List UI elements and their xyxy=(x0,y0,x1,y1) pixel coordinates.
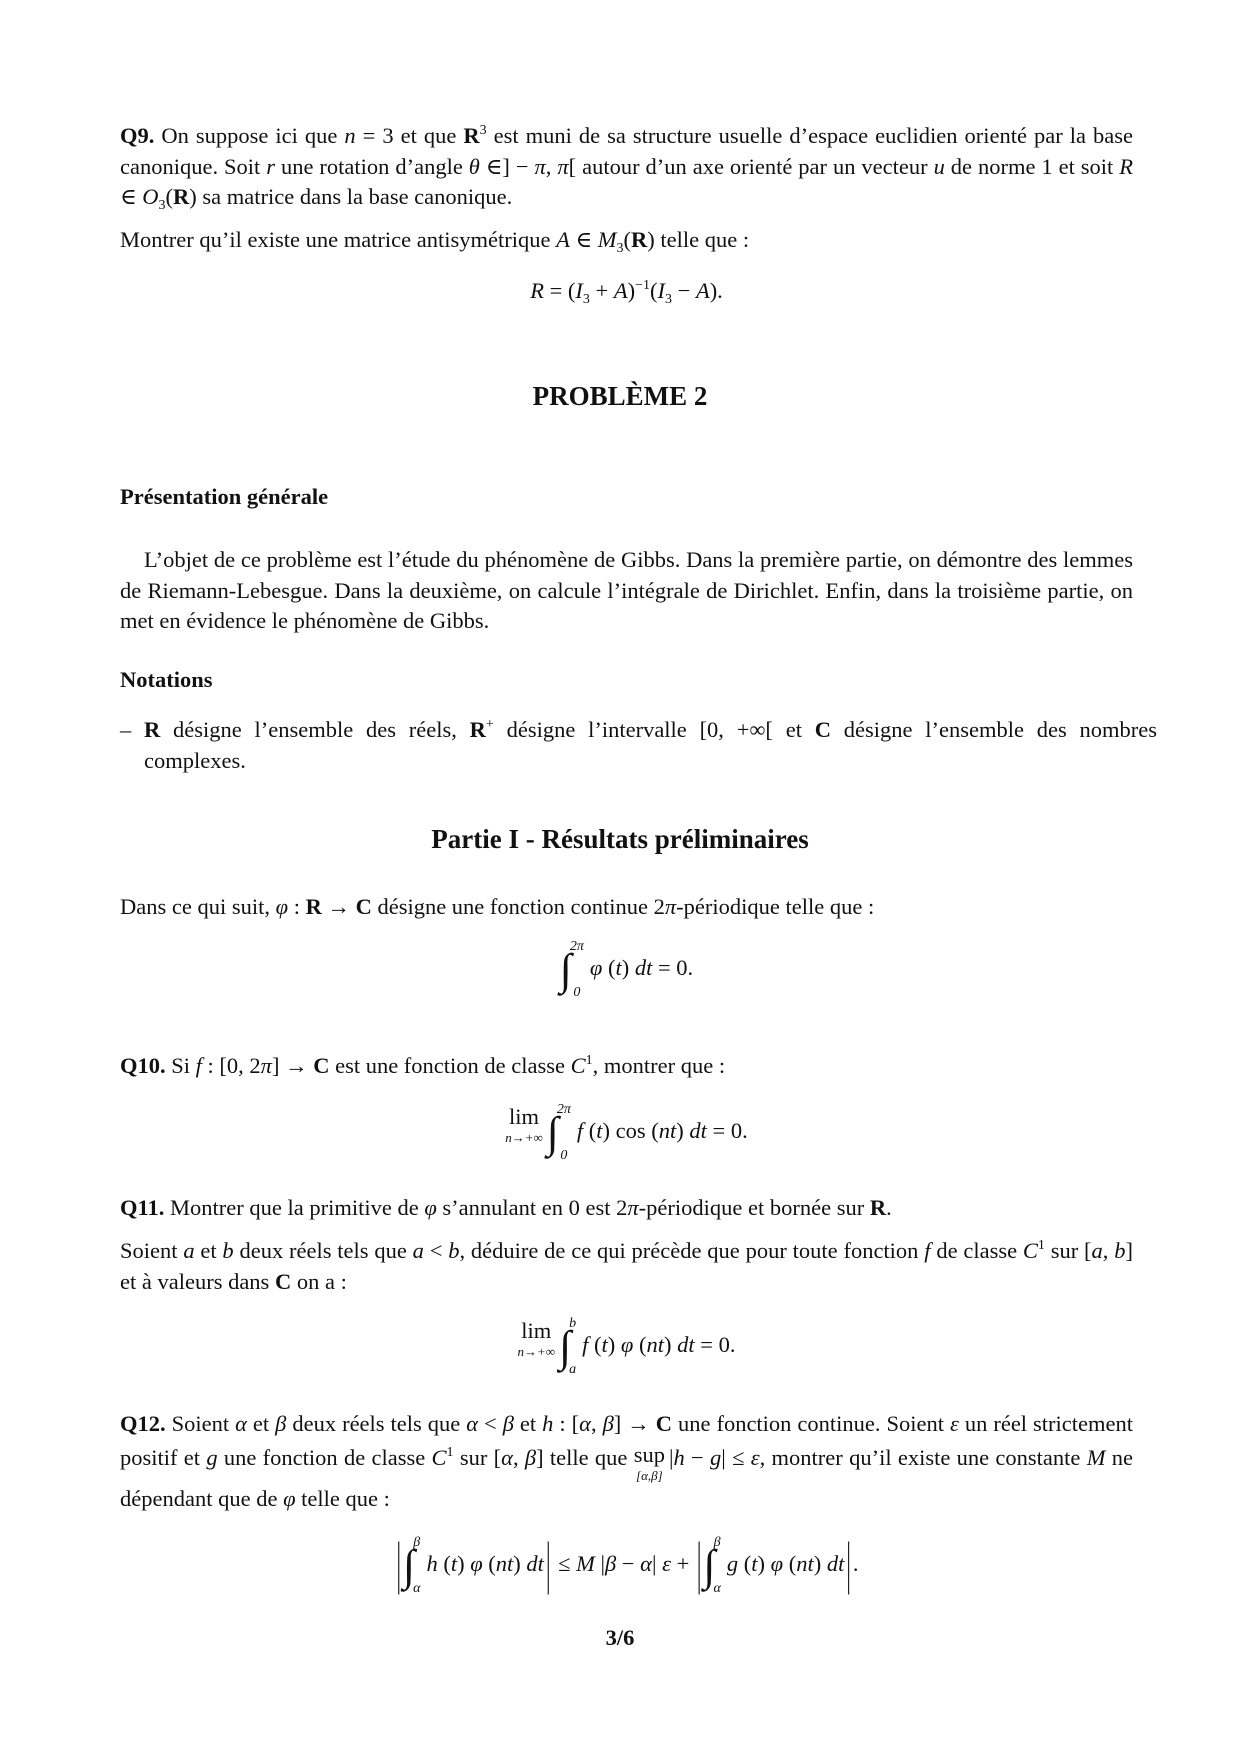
text-segment: f xyxy=(576,1118,584,1144)
intro-text xyxy=(120,892,1133,923)
text-segment: ∈ xyxy=(120,184,143,209)
text-segment: sur [ xyxy=(453,1445,502,1470)
text-segment: un réel strictement positif et xyxy=(120,1411,1134,1470)
text-segment: 1 xyxy=(1037,1238,1045,1253)
page-number: 3/6 xyxy=(605,1625,635,1650)
text-segment: I xyxy=(575,278,583,303)
text-segment: ε xyxy=(662,1551,671,1577)
text-segment: C xyxy=(1022,1238,1038,1263)
operator-subscript: [α,β] xyxy=(636,1468,663,1483)
text-segment: , xyxy=(512,1445,525,1470)
text-segment: β xyxy=(502,1411,514,1436)
text-segment: β xyxy=(602,1411,614,1436)
text-segment: π xyxy=(627,1195,639,1220)
text-segment: g xyxy=(710,1445,722,1470)
upper-limit: 2π xyxy=(556,1102,571,1117)
text-segment: , montrer qu’il existe une constante xyxy=(759,1445,1087,1470)
text-segment: dt xyxy=(526,1551,544,1577)
text-segment: g xyxy=(726,1551,739,1577)
text-segment: ( xyxy=(738,1551,752,1577)
text-segment: 3 xyxy=(664,292,672,307)
text-segment: + xyxy=(589,278,614,303)
text-segment: ) xyxy=(676,1118,690,1144)
text-segment: C xyxy=(313,1053,330,1078)
operator-lim xyxy=(518,1317,556,1358)
text-segment: A xyxy=(613,278,628,303)
text-segment: 3 xyxy=(616,241,624,256)
text-segment: C xyxy=(655,1411,672,1436)
text-segment: + xyxy=(670,1551,695,1577)
text-segment: t xyxy=(450,1551,458,1577)
integral-sign-icon: ∫ xyxy=(403,1541,416,1590)
text-segment: ∈] − xyxy=(479,153,535,179)
text-segment: φ xyxy=(275,894,289,919)
text-segment: ε xyxy=(750,1445,760,1470)
lower-limit: α xyxy=(413,1581,421,1596)
text-segment: ) xyxy=(627,278,636,303)
text-segment: et xyxy=(513,1411,543,1436)
text-segment: ( xyxy=(602,955,616,981)
text-segment: C xyxy=(814,717,831,742)
text-segment: R xyxy=(144,717,161,742)
text-segment: u xyxy=(933,153,945,179)
text-segment: h xyxy=(542,1411,554,1436)
text-segment: ] → xyxy=(271,1053,314,1078)
text-segment: deux réels tels que xyxy=(286,1411,467,1436)
text-segment: ] → xyxy=(613,1411,656,1436)
text-segment: M xyxy=(1086,1445,1106,1470)
text-segment: → xyxy=(321,894,356,919)
text-segment: Dans ce qui suit, xyxy=(120,894,276,919)
presentation-text: L’objet de ce problème est l’étude du phénomène de Gibbs. Dans la première partie, on démontre des lemmes de Riemann-Lebesgue. Dans la deuxième, on calcule l’intégrale de Dirichlet. Enfin, dans la troisième partie, on met en évidence le phénomène de Gibbs. xyxy=(120,547,1133,633)
text-segment: dt xyxy=(689,1118,707,1144)
text-segment: dt xyxy=(634,955,653,981)
q11-statement xyxy=(120,1193,1133,1224)
text-segment: On suppose ici que xyxy=(154,123,345,148)
text-segment: R xyxy=(463,123,480,148)
text-segment: telle que : xyxy=(295,1486,390,1511)
text-segment: une fonction de classe xyxy=(217,1445,432,1470)
text-segment: θ xyxy=(468,153,480,179)
notation-text xyxy=(144,717,1157,773)
text-segment: R xyxy=(469,717,486,742)
operator-name: sup xyxy=(633,1442,665,1467)
text-segment: A xyxy=(556,227,570,252)
absolute-bar: | xyxy=(545,1529,551,1595)
problem-title: PROBLÈME 2 xyxy=(532,381,708,411)
text-segment: sur [ xyxy=(1044,1238,1092,1263)
integral-sign-icon: ∫ xyxy=(703,1541,716,1590)
text-segment: Soient xyxy=(120,1238,184,1263)
text-segment: de norme 1 et soit xyxy=(944,153,1120,179)
text-segment: C xyxy=(274,1268,292,1294)
text-segment: R xyxy=(1119,153,1134,179)
operator-name: lim xyxy=(521,1318,552,1343)
text-segment: ) xyxy=(607,1332,621,1358)
text-segment: t xyxy=(615,955,622,981)
text-segment: Q9. xyxy=(120,123,155,148)
absolute-bar: | xyxy=(696,1529,702,1595)
text-segment: on a : xyxy=(291,1268,347,1294)
lower-limit: 0 xyxy=(560,1148,568,1163)
text-segment: φ xyxy=(770,1551,784,1577)
text-segment: : [0, 2 xyxy=(201,1053,261,1078)
operator-sup xyxy=(634,1441,665,1482)
text-segment: ( xyxy=(623,227,632,252)
text-segment: C xyxy=(355,894,372,919)
text-segment: a xyxy=(183,1238,195,1263)
text-segment: φ xyxy=(589,955,603,981)
text-segment: Q11. xyxy=(120,1195,165,1220)
text-segment: deux réels tels que xyxy=(233,1238,413,1263)
text-segment: et xyxy=(194,1238,223,1263)
text-segment: b xyxy=(222,1238,234,1263)
text-segment: , xyxy=(590,1411,603,1436)
text-segment: t xyxy=(596,1118,603,1144)
text-segment: nt xyxy=(796,1551,814,1577)
text-segment: , xyxy=(545,153,558,179)
text-segment: f xyxy=(582,1332,589,1358)
text-segment: R xyxy=(869,1195,887,1220)
text-segment: de classe xyxy=(930,1238,1023,1263)
text-segment: ] et à valeurs dans xyxy=(120,1238,1133,1294)
text-segment: nt xyxy=(658,1118,677,1144)
text-segment: ) telle que : xyxy=(647,227,750,252)
text-segment: − xyxy=(616,1551,641,1577)
absolute-bar: | xyxy=(396,1529,402,1595)
text-segment: 1 xyxy=(446,1445,454,1460)
text-segment: ) xyxy=(621,955,635,981)
text-segment: Si xyxy=(165,1053,196,1078)
text-segment: ( xyxy=(633,1332,647,1358)
text-segment: M xyxy=(576,1551,595,1577)
text-segment: Q12. xyxy=(120,1411,166,1436)
text-segment: ) xyxy=(457,1551,471,1577)
text-segment: Q10. xyxy=(120,1053,166,1078)
text-segment: une fonction continue. Soient xyxy=(672,1411,950,1436)
q9-statement xyxy=(120,121,1133,213)
text-segment: f xyxy=(195,1053,202,1078)
intro-equation xyxy=(120,940,1133,1000)
text-segment: φ xyxy=(283,1486,296,1511)
text-segment: π xyxy=(557,153,569,179)
text-segment: = 0. xyxy=(694,1332,736,1358)
text-segment: = 0. xyxy=(706,1118,748,1144)
text-segment: 3 xyxy=(582,292,590,307)
text-segment: Montrer que la primitive de xyxy=(164,1195,425,1220)
text-segment: b xyxy=(448,1238,460,1263)
text-segment: π xyxy=(260,1053,272,1078)
text-segment: ne dépendant que de xyxy=(120,1445,1133,1511)
text-segment: h xyxy=(673,1445,685,1470)
text-segment: α xyxy=(579,1411,591,1436)
text-segment: ( xyxy=(583,1118,597,1144)
integral-limits xyxy=(713,1536,720,1596)
text-segment: β xyxy=(604,1551,617,1577)
text-segment: α xyxy=(466,1411,479,1436)
text-segment: . xyxy=(852,1551,859,1577)
text-segment: ( xyxy=(783,1551,797,1577)
lower-limit: α xyxy=(713,1581,721,1596)
text-segment: -périodique et bornée sur xyxy=(638,1195,870,1220)
q9-question xyxy=(120,225,1133,256)
text-segment: n xyxy=(344,123,356,148)
bullet-dash: – xyxy=(120,717,132,742)
text-segment: est une fonction de classe xyxy=(329,1053,571,1078)
text-segment: β xyxy=(275,1411,287,1436)
text-segment: dt xyxy=(677,1332,695,1358)
text-segment: 3 xyxy=(158,198,166,213)
text-segment: β xyxy=(524,1445,537,1470)
text-segment: I xyxy=(657,278,665,303)
text-segment: + xyxy=(485,717,494,732)
text-segment: < xyxy=(423,1238,449,1263)
text-segment: π xyxy=(534,153,546,179)
integral xyxy=(703,1536,720,1596)
integral-sign-icon: ∫ xyxy=(546,1108,559,1157)
text-segment: : xyxy=(288,894,306,919)
text-segment: π xyxy=(664,894,677,919)
text-segment: φ xyxy=(424,1195,437,1220)
upper-limit: β xyxy=(413,1535,421,1550)
text-segment: = 0. xyxy=(652,955,694,981)
text-segment: α xyxy=(501,1445,513,1470)
integral-sign-icon: ∫ xyxy=(559,945,572,994)
integral xyxy=(560,940,584,1000)
text-segment: nt xyxy=(646,1332,664,1358)
text-segment: ( xyxy=(165,184,174,209)
text-segment: R xyxy=(631,227,648,252)
text-segment: φ xyxy=(620,1332,634,1358)
text-segment: t xyxy=(751,1551,758,1577)
text-segment: C xyxy=(431,1445,447,1470)
text-segment: désigne l’intervalle [0, +∞[ et xyxy=(493,717,815,742)
text-segment: A xyxy=(695,278,710,303)
text-segment: | xyxy=(594,1551,605,1577)
text-segment: et xyxy=(246,1411,276,1436)
text-segment: φ xyxy=(470,1551,483,1577)
q12-statement xyxy=(120,1407,1133,1516)
text-segment: −1 xyxy=(635,278,650,293)
integral xyxy=(547,1103,571,1163)
q11-equation xyxy=(120,1317,1133,1377)
q11-text xyxy=(120,1236,1133,1297)
text-segment: , xyxy=(1102,1238,1115,1263)
text-segment: f xyxy=(924,1238,931,1263)
text-segment: ] telle que xyxy=(536,1445,634,1470)
integral-limits xyxy=(570,940,584,1000)
text-segment: ∈ xyxy=(569,227,598,252)
text-segment: ) xyxy=(513,1551,527,1577)
notations-heading: Notations xyxy=(120,667,213,692)
integral-sign-icon: ∫ xyxy=(559,1322,572,1371)
upper-limit: β xyxy=(713,1535,721,1550)
integral xyxy=(403,1536,420,1596)
text-segment: ). xyxy=(709,278,723,303)
integral-limits xyxy=(557,1103,571,1163)
text-segment: , déduire de ce qui précède que pour toute fonction xyxy=(459,1238,925,1263)
text-segment: ≤ xyxy=(552,1551,577,1577)
lower-limit: a xyxy=(569,1362,577,1377)
text-segment: 3 xyxy=(479,123,487,138)
integral-limits xyxy=(569,1317,576,1377)
text-segment: R xyxy=(305,894,322,919)
q12-equation xyxy=(120,1529,1133,1596)
text-segment: − xyxy=(671,278,696,303)
text-segment: désigne l’ensemble des nombres complexes. xyxy=(144,717,1157,773)
text-segment: Soient xyxy=(165,1411,236,1436)
presentation-heading: Présentation générale xyxy=(120,484,329,509)
text-segment: t xyxy=(601,1332,608,1358)
text-segment: ε xyxy=(950,1411,959,1436)
text-segment: ) sa matrice dans la base canonique. xyxy=(189,184,513,209)
text-segment: , montrer que : xyxy=(592,1053,726,1078)
operator-subscript: n→+∞ xyxy=(517,1344,556,1359)
text-segment: O xyxy=(142,184,159,209)
text-segment: ) cos ( xyxy=(602,1118,659,1144)
text-segment: a xyxy=(1091,1238,1103,1263)
text-segment: 1 xyxy=(585,1053,593,1068)
text-segment: ( xyxy=(482,1551,496,1577)
absolute-bar: | xyxy=(846,1529,851,1595)
text-segment: α xyxy=(235,1411,247,1436)
partie-title: Partie I - Résultats préliminaires xyxy=(431,824,809,854)
text-segment: une rotation d’angle xyxy=(275,153,469,179)
text-segment: Montrer qu’il existe une matrice antisymétrique xyxy=(120,227,557,252)
upper-limit: b xyxy=(569,1316,577,1331)
upper-limit: 2π xyxy=(569,939,584,954)
text-segment: = 3 et que xyxy=(355,123,464,148)
q9-equation xyxy=(120,276,1133,307)
text-segment: = ( xyxy=(543,278,576,303)
text-segment: ( xyxy=(649,278,658,303)
text-segment: g xyxy=(206,1445,218,1470)
text-segment: a xyxy=(412,1238,424,1263)
text-segment: désigne une fonction continue 2 xyxy=(371,894,665,919)
text-segment: ( xyxy=(588,1332,602,1358)
text-segment: s’annulant en 0 est 2 xyxy=(436,1195,628,1220)
text-segment: . xyxy=(886,1195,892,1220)
text-segment: ) xyxy=(757,1551,771,1577)
text-segment: R xyxy=(173,184,190,209)
notation-item xyxy=(120,715,1157,776)
text-segment: | xyxy=(651,1551,663,1577)
text-segment: dt xyxy=(826,1551,845,1577)
operator-lim xyxy=(505,1103,543,1144)
integral-limits xyxy=(413,1536,420,1596)
text-segment: ) xyxy=(664,1332,678,1358)
q10-equation xyxy=(120,1103,1133,1163)
text-segment: b xyxy=(1114,1238,1126,1263)
lower-limit: 0 xyxy=(573,985,581,1000)
text-segment: ) xyxy=(813,1551,827,1577)
text-segment: nt xyxy=(495,1551,514,1577)
text-segment: r xyxy=(266,153,276,179)
operator-name: lim xyxy=(509,1104,540,1129)
text-segment: | xyxy=(668,1445,674,1470)
integral xyxy=(559,1317,576,1377)
text-segment: R xyxy=(530,278,544,303)
text-segment: < xyxy=(478,1411,503,1436)
text-segment: α xyxy=(640,1551,652,1577)
text-segment: ( xyxy=(437,1551,451,1577)
text-segment: M xyxy=(597,227,617,252)
q10-statement xyxy=(120,1051,1133,1082)
text-segment: : [ xyxy=(553,1411,580,1436)
text-segment: | ≤ xyxy=(721,1445,751,1470)
text-segment: désigne l’ensemble des réels, xyxy=(160,717,470,742)
text-segment: h xyxy=(426,1551,438,1577)
text-segment: [ autour d’un axe orienté par un vecteur xyxy=(568,153,934,179)
text-segment: -périodique telle que : xyxy=(676,894,875,919)
text-segment: − xyxy=(684,1445,711,1470)
operator-subscript: n→+∞ xyxy=(505,1130,543,1145)
text-segment: C xyxy=(570,1053,586,1078)
text-segment: est muni de sa structure usuelle d’espace euclidien orienté par la base canonique. Soit xyxy=(120,123,1133,179)
